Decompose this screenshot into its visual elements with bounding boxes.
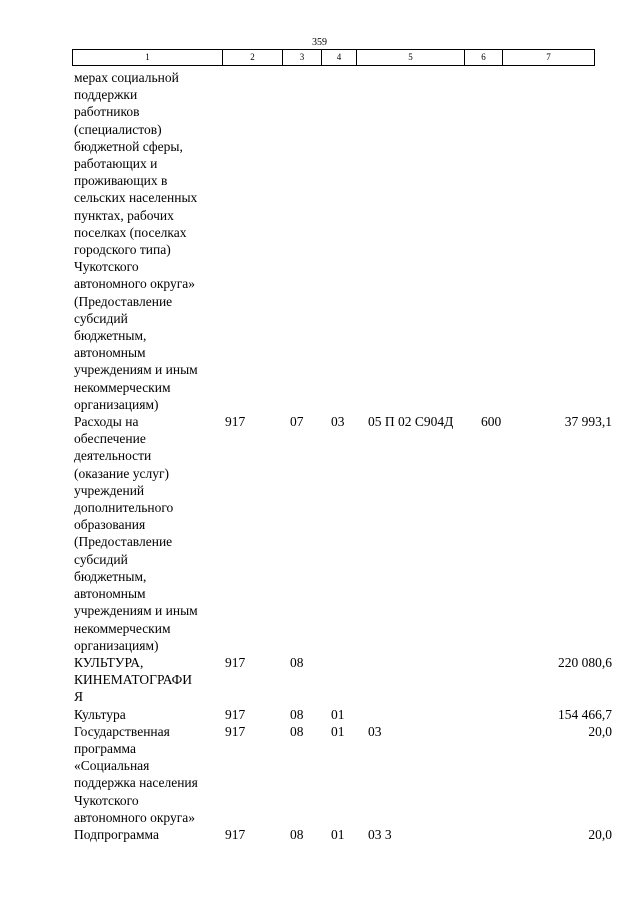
expense-type-cell <box>478 654 521 706</box>
ministry-code-cell: 917 <box>225 414 246 430</box>
expense-type-cell <box>478 706 521 723</box>
subsection-code-cell <box>328 654 366 706</box>
subsection-code-cell: 03 <box>331 414 345 430</box>
subsection-code-cell <box>328 69 366 413</box>
item-name-cell <box>72 654 222 706</box>
subsection-code-cell: 01 <box>331 706 345 722</box>
amount-cell: 20,0 <box>588 826 612 842</box>
table-row <box>72 706 614 723</box>
target-article-cell <box>366 69 478 413</box>
item-name-line: работников <box>74 104 140 120</box>
section-code-cell: 08 <box>290 706 304 722</box>
amount-cell: 20,0 <box>588 723 612 739</box>
target-article-cell <box>366 706 478 723</box>
subsection-code-cell: 01 <box>331 826 345 842</box>
target-article-cell <box>366 654 478 706</box>
item-name-line: КУЛЬТУРА, <box>74 654 144 670</box>
item-name-cell <box>72 706 222 723</box>
item-name-line: Чукотского <box>74 259 139 275</box>
item-name-line: Государственная <box>74 723 170 739</box>
item-name-line: КИНЕМАТОГРАФИ <box>74 672 193 688</box>
item-name-line: городского типа) <box>74 242 171 258</box>
item-name-line: Подпрограмма <box>74 826 159 842</box>
section-code-cell: 08 <box>290 654 304 670</box>
table-row <box>72 723 614 826</box>
ministry-code-cell: 917 <box>225 706 246 722</box>
item-name-line: пунктах, рабочих <box>74 207 174 223</box>
item-name-line: «Социальная <box>74 758 150 774</box>
item-name-line: (оказание услуг) <box>74 465 169 481</box>
item-name-cell <box>72 69 222 413</box>
item-name-line: учреждениям и иным <box>74 603 198 619</box>
section-code-cell: 08 <box>290 826 304 842</box>
item-name-line: бюджетным, <box>74 568 147 584</box>
item-name-line: (Предоставление <box>74 534 173 550</box>
item-name-line: деятельности <box>74 448 152 464</box>
table-row <box>72 413 614 654</box>
item-name-line: учреждений <box>74 482 145 498</box>
amount-cell: 154 466,7 <box>558 706 612 722</box>
column-header-6: 6 <box>465 50 503 66</box>
amount-cell: 220 080,6 <box>558 654 612 670</box>
ministry-code-cell: 917 <box>225 723 246 739</box>
target-article-cell: 03 <box>368 723 382 739</box>
item-name-line: автономным <box>74 586 146 602</box>
item-name-cell <box>72 826 222 843</box>
column-header-5: 5 <box>357 50 465 66</box>
item-name-line: Культура <box>74 706 126 722</box>
amount-cell <box>521 69 614 413</box>
page-number: 359 <box>312 37 327 48</box>
ministry-code-cell: 917 <box>225 826 246 842</box>
column-header-1: 1 <box>73 50 223 66</box>
item-name-line: Чукотского <box>74 792 139 808</box>
item-name-line: автономным <box>74 345 146 361</box>
table-row <box>72 654 614 706</box>
section-code-cell: 08 <box>290 723 304 739</box>
item-name-line: субсидий <box>74 551 128 567</box>
amount-cell: 37 993,1 <box>564 414 612 430</box>
item-name-line: Я <box>74 689 84 705</box>
column-header-3: 3 <box>283 50 322 66</box>
item-name-line: (Предоставление <box>74 293 173 309</box>
table-row <box>72 826 614 843</box>
column-header-row <box>73 50 595 66</box>
item-name-cell <box>72 723 222 826</box>
item-name-line: работающих и <box>74 156 158 172</box>
column-header-4: 4 <box>322 50 357 66</box>
subsection-code-cell: 01 <box>331 723 345 739</box>
item-name-line: образования <box>74 517 146 533</box>
item-name-line: организациям) <box>74 637 159 653</box>
item-name-line: организациям) <box>74 396 159 412</box>
item-name-line: учреждениям и иным <box>74 362 198 378</box>
item-name-line: бюджетным, <box>74 328 147 344</box>
item-name-line: (специалистов) <box>74 121 162 137</box>
item-name-line: автономного округа» <box>74 276 195 292</box>
budget-table <box>72 69 614 843</box>
item-name-line: программа <box>74 740 136 756</box>
item-name-line: дополнительного <box>74 500 174 516</box>
ministry-code-cell <box>222 69 288 413</box>
item-name-line: автономного округа» <box>74 809 195 825</box>
item-name-line: поддержка населения <box>74 775 198 791</box>
item-name-line: некоммерческим <box>74 620 171 636</box>
item-name-line: проживающих в <box>74 173 168 189</box>
item-name-cell <box>72 413 222 654</box>
target-article-cell: 05 П 02 С904Д <box>368 414 454 430</box>
expense-type-cell <box>478 826 521 843</box>
item-name-line: поселках (поселках <box>74 224 187 240</box>
table-row <box>72 69 614 413</box>
item-name-line: некоммерческим <box>74 379 171 395</box>
expense-type-cell <box>478 69 521 413</box>
item-name-line: обеспечение <box>74 431 146 447</box>
expense-type-cell <box>478 723 521 826</box>
column-header-table <box>72 49 595 66</box>
item-name-line: субсидий <box>74 310 128 326</box>
budget-table-body <box>72 69 614 843</box>
ministry-code-cell: 917 <box>225 654 246 670</box>
expense-type-cell: 600 <box>481 414 502 430</box>
item-name-line: Расходы на <box>74 414 139 430</box>
column-header-2: 2 <box>223 50 283 66</box>
item-name-line: поддержки <box>74 87 138 103</box>
item-name-line: сельских населенных <box>74 190 198 206</box>
target-article-cell: 03 3 <box>368 826 392 842</box>
section-code-cell: 07 <box>290 414 304 430</box>
column-header-7: 7 <box>503 50 595 66</box>
item-name-line: бюджетной сферы, <box>74 138 183 154</box>
section-code-cell <box>288 69 328 413</box>
item-name-line: мерах социальной <box>74 70 179 85</box>
